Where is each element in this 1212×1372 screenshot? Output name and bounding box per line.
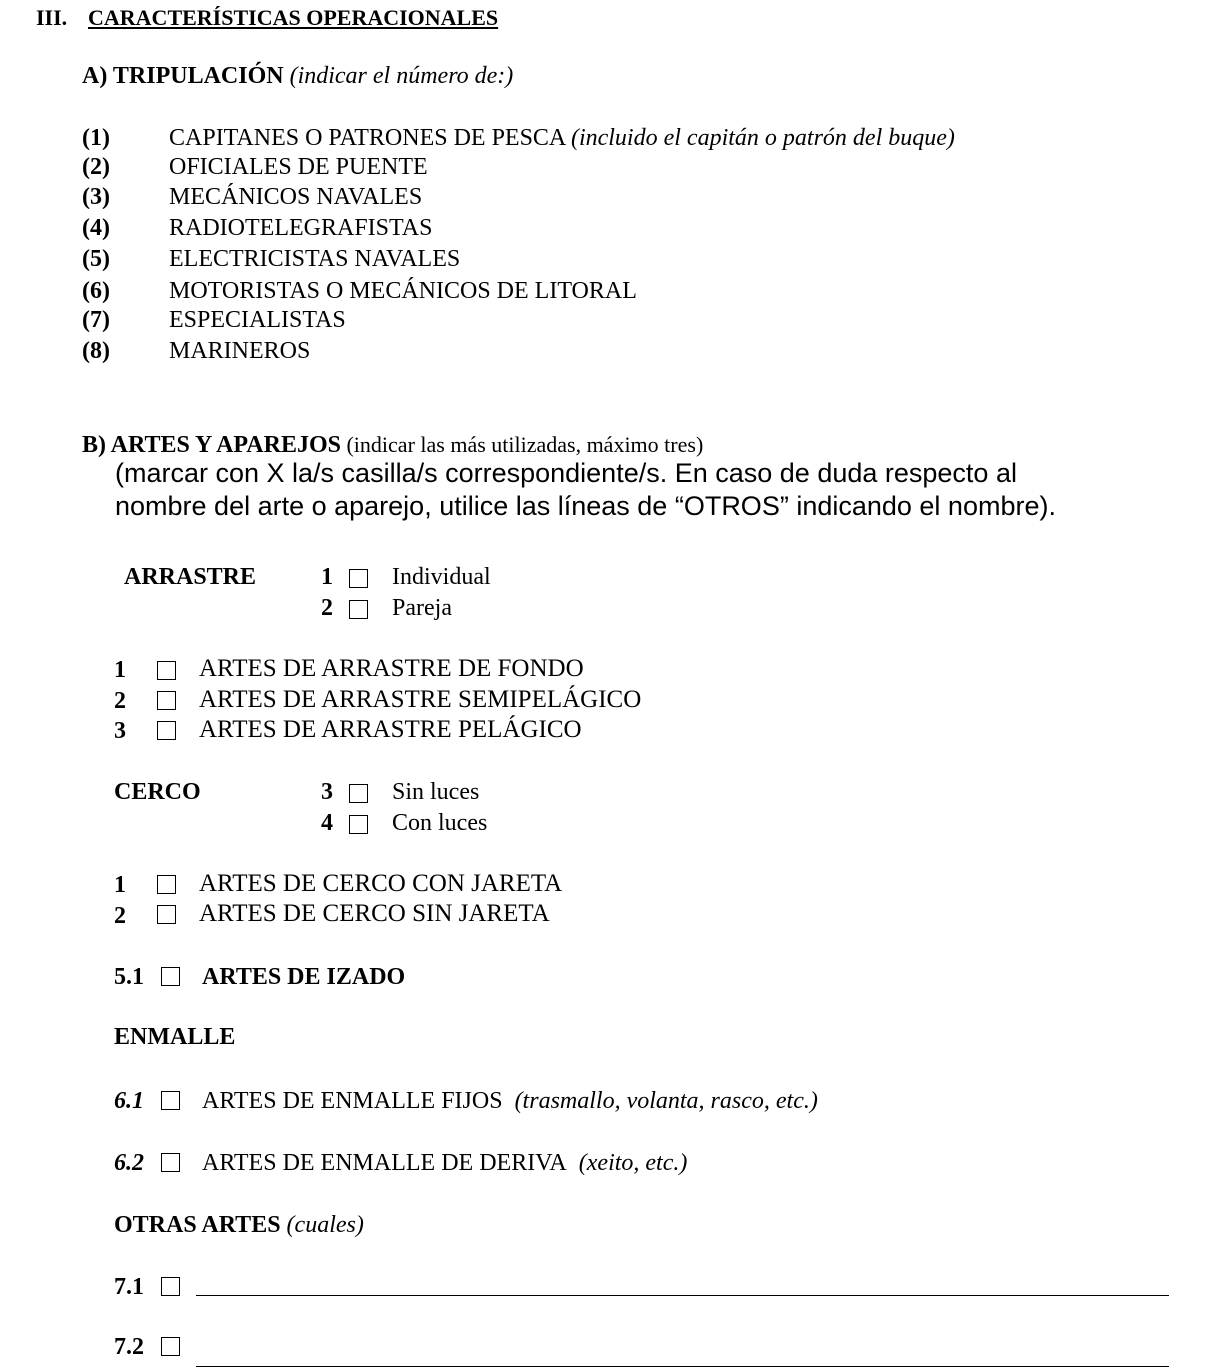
enmalle-item-note: (xeito, etc.) [578, 1150, 688, 1176]
enmalle-item-note: (trasmallo, volanta, rasco, etc.) [514, 1088, 818, 1114]
izado-label: ARTES DE IZADO [202, 964, 406, 990]
enmalle-item-label: ARTES DE ENMALLE FIJOS [202, 1088, 503, 1114]
crew-item-label: MOTORISTAS O MECÁNICOS DE LITORAL [169, 278, 637, 304]
otras-7-2-write-line[interactable] [196, 1366, 1169, 1367]
otras-heading-row [114, 1212, 364, 1239]
crew-item-label: CAPITANES O PATRONES DE PESCA (incluido el capitán o patrón del buque) [169, 125, 955, 151]
crew-note: (indicar el número de:) [289, 63, 514, 89]
otras-7-1-write-line[interactable] [196, 1295, 1169, 1296]
crew-item-num: (7) [82, 307, 110, 333]
gear-heading-row [82, 432, 703, 459]
crew-item-label: RADIOTELEGRAFISTAS [169, 215, 433, 241]
enmalle-label: ENMALLE [114, 1024, 236, 1050]
option-label: Pareja [392, 595, 452, 621]
crew-item-num: (2) [82, 154, 110, 180]
crew-item-label: OFICIALES DE PUENTE [169, 154, 428, 180]
izado-num: 5.1 [114, 964, 144, 990]
cerco-sin-jareta-checkbox[interactable] [157, 905, 176, 924]
crew-item-num: (1) [82, 125, 110, 151]
option-num: 3 [321, 779, 333, 805]
enmalle-item [202, 1088, 818, 1115]
gear-instructions-line-1: (marcar con X la/s casilla/s correspondiente/s. En caso de duda respecto al [115, 458, 1017, 488]
option-label: Sin luces [392, 779, 480, 805]
option-num: 2 [321, 595, 333, 621]
arrastre-pareja-checkbox[interactable] [349, 600, 368, 619]
arrastre-fondo-checkbox[interactable] [157, 661, 176, 680]
crew-item-num: (3) [82, 184, 110, 210]
otras-num: 7.1 [114, 1274, 144, 1300]
crew-item-note: (incluido el capitán o patrón del buque) [570, 125, 955, 151]
crew-heading: A) TRIPULACIÓN [82, 63, 284, 89]
type-num: 3 [114, 718, 126, 744]
gear-note: (indicar las más utilizadas, máximo tres) [346, 432, 704, 457]
crew-item-num: (5) [82, 246, 110, 272]
cerco-con-luces-checkbox[interactable] [349, 815, 368, 834]
type-num: 2 [114, 688, 126, 714]
arrastre-semipelagico-checkbox[interactable] [157, 691, 176, 710]
cerco-sin-luces-checkbox[interactable] [349, 784, 368, 803]
otras-7-1-checkbox[interactable] [161, 1277, 180, 1296]
crew-item-num: (6) [82, 278, 110, 304]
enmalle-deriva-checkbox[interactable] [161, 1153, 180, 1172]
option-label: Individual [392, 564, 491, 590]
enmalle-fijos-checkbox[interactable] [161, 1091, 180, 1110]
type-label: ARTES DE CERCO SIN JARETA [199, 900, 550, 927]
gear-instructions-line-2: nombre del arte o aparejo, utilice las líneas de “OTROS” indicando el nombre). [115, 491, 1056, 521]
option-label: Con luces [392, 810, 488, 836]
type-num: 2 [114, 903, 126, 929]
cerco-label: CERCO [114, 779, 201, 805]
section-title: CARACTERÍSTICAS OPERACIONALES [88, 5, 499, 30]
arrastre-label: ARRASTRE [124, 564, 257, 590]
arrastre-individual-checkbox[interactable] [349, 569, 368, 588]
arrastre-pelagico-checkbox[interactable] [157, 721, 176, 740]
type-label: ARTES DE ARRASTRE PELÁGICO [199, 716, 582, 743]
cerco-con-jareta-checkbox[interactable] [157, 875, 176, 894]
section-number: III. [36, 5, 68, 30]
enmalle-num: 6.1 [114, 1088, 144, 1114]
option-num: 4 [321, 810, 333, 836]
enmalle-item-label: ARTES DE ENMALLE DE DERIVA [202, 1150, 567, 1176]
option-num: 1 [321, 564, 333, 590]
enmalle-num: 6.2 [114, 1150, 144, 1176]
crew-item-label: MARINEROS [169, 338, 311, 364]
otras-note: (cuales) [286, 1212, 364, 1238]
crew-heading-row [82, 63, 513, 90]
gear-heading: B) ARTES Y APAREJOS [82, 432, 341, 458]
otras-label: OTRAS ARTES [114, 1212, 281, 1238]
type-label: ARTES DE ARRASTRE SEMIPELÁGICO [199, 686, 642, 713]
type-num: 1 [114, 872, 126, 898]
crew-item-label: ELECTRICISTAS NAVALES [169, 246, 461, 272]
crew-item-num: (4) [82, 215, 110, 241]
otras-7-2-checkbox[interactable] [161, 1337, 180, 1356]
otras-num: 7.2 [114, 1334, 144, 1360]
enmalle-item [202, 1150, 687, 1177]
type-num: 1 [114, 657, 126, 683]
crew-item-num: (8) [82, 338, 110, 364]
crew-item-label: ESPECIALISTAS [169, 307, 346, 333]
type-label: ARTES DE CERCO CON JARETA [199, 870, 563, 897]
izado-checkbox[interactable] [161, 967, 180, 986]
crew-item-label: MECÁNICOS NAVALES [169, 184, 423, 210]
type-label: ARTES DE ARRASTRE DE FONDO [199, 655, 584, 682]
